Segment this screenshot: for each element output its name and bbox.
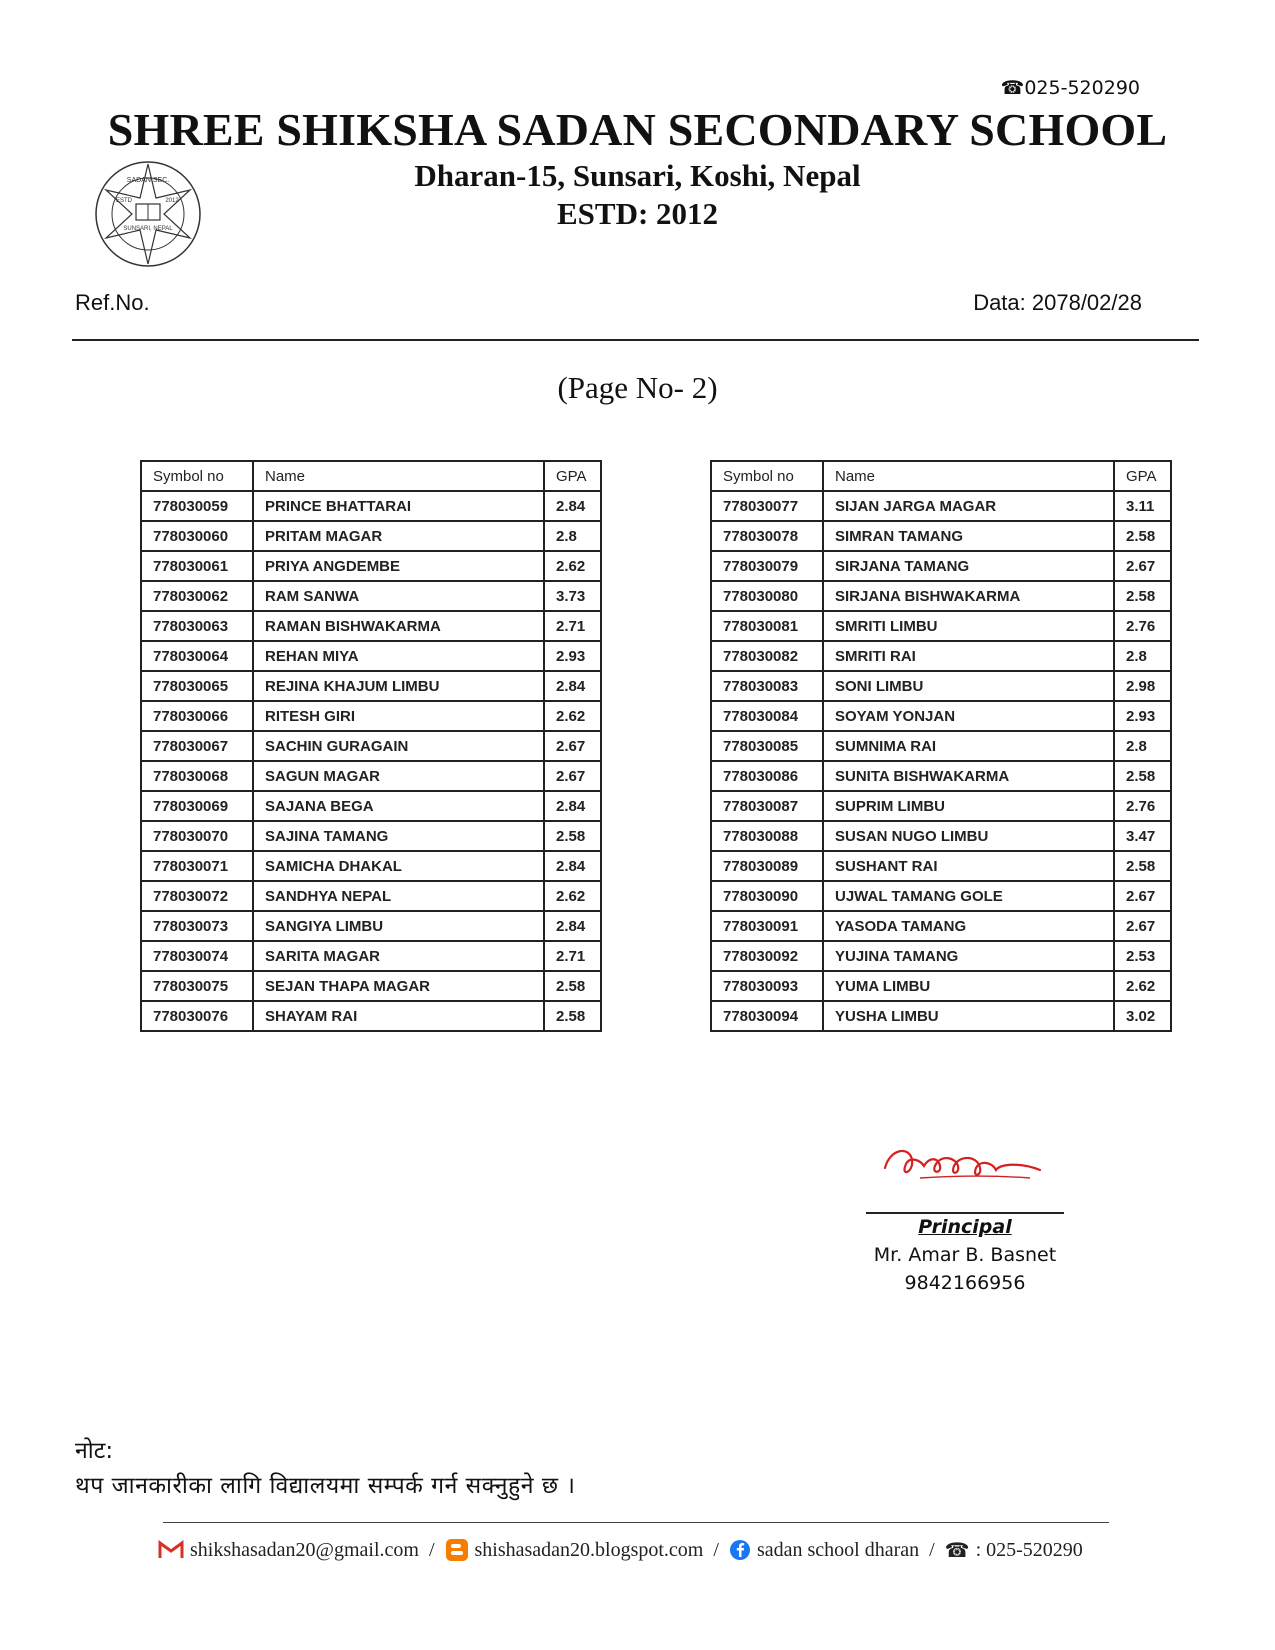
gpa-cell: 2.58 [544, 1001, 601, 1031]
student-name-cell: SUNITA BISHWAKARMA [823, 761, 1114, 791]
gpa-cell: 2.84 [544, 491, 601, 521]
student-name-cell: UJWAL TAMANG GOLE [823, 881, 1114, 911]
student-name-cell: SIRJANA TAMANG [823, 551, 1114, 581]
footer-divider [163, 1522, 1109, 1523]
table-row [141, 611, 601, 641]
gpa-cell: 2.84 [544, 851, 601, 881]
gpa-cell: 2.8 [1114, 641, 1171, 671]
symbol-no-cell: 778030087 [711, 791, 823, 821]
student-name-cell: SIJAN JARGA MAGAR [823, 491, 1114, 521]
table-row [711, 1001, 1171, 1031]
symbol-no-cell: 778030065 [141, 671, 253, 701]
gpa-cell: 2.58 [544, 971, 601, 1001]
table-row [141, 881, 601, 911]
symbol-no-cell: 778030060 [141, 521, 253, 551]
footer-separator: / [929, 1538, 935, 1561]
symbol-no-cell: 778030094 [711, 1001, 823, 1031]
symbol-no-cell: 778030088 [711, 821, 823, 851]
footer-facebook[interactable]: sadan school dharan [756, 1538, 920, 1561]
gpa-cell: 2.67 [1114, 881, 1171, 911]
gpa-cell: 2.98 [1114, 671, 1171, 701]
gpa-cell: 2.93 [544, 641, 601, 671]
table-row [711, 611, 1171, 641]
student-name-cell: SIRJANA BISHWAKARMA [823, 581, 1114, 611]
gpa-cell: 2.84 [544, 671, 601, 701]
student-name-cell: SUSAN NUGO LIMBU [823, 821, 1114, 851]
student-name-cell: SARITA MAGAR [253, 941, 544, 971]
school-address: Dharan-15, Sunsari, Koshi, Nepal [414, 158, 861, 193]
table-row [141, 791, 601, 821]
table-row [141, 821, 601, 851]
gpa-cell: 2.62 [544, 701, 601, 731]
table-row [141, 671, 601, 701]
symbol-no-cell: 778030066 [141, 701, 253, 731]
student-name-cell: PRIYA ANGDEMBE [253, 551, 544, 581]
symbol-no-cell: 778030092 [711, 941, 823, 971]
symbol-no-cell: 778030076 [141, 1001, 253, 1031]
table-row [711, 761, 1171, 791]
gpa-cell: 2.93 [1114, 701, 1171, 731]
student-name-cell: SUSHANT RAI [823, 851, 1114, 881]
student-name-cell: REHAN MIYA [253, 641, 544, 671]
symbol-no-cell: 778030080 [711, 581, 823, 611]
school-estd: ESTD: 2012 [556, 196, 719, 231]
gpa-cell: 2.84 [544, 791, 601, 821]
header-divider [72, 339, 1199, 341]
student-name-cell: PRITAM MAGAR [253, 521, 544, 551]
student-name-cell: SUPRIM LIMBU [823, 791, 1114, 821]
student-name-cell: RAM SANWA [253, 581, 544, 611]
footer-separator: / [713, 1538, 719, 1561]
school-name: SHREE SHIKSHA SADAN SECONDARY SCHOOL [107, 104, 1168, 155]
footer-separator: / [428, 1538, 435, 1561]
ref-number-label: Ref.No. [75, 290, 150, 315]
symbol-no-cell: 778030072 [141, 881, 253, 911]
gmail-icon [158, 1540, 184, 1560]
gpa-cell: 2.58 [1114, 761, 1171, 791]
principal-phone: 9842166956 [904, 1272, 1026, 1294]
header-name: Name [823, 461, 1114, 491]
table-row [141, 1001, 601, 1031]
student-name-cell: SAGUN MAGAR [253, 761, 544, 791]
table-row [711, 911, 1171, 941]
symbol-no-cell: 778030063 [141, 611, 253, 641]
student-name-cell: SHAYAM RAI [253, 1001, 544, 1031]
gpa-cell: 3.11 [1114, 491, 1171, 521]
results-table-left [140, 460, 602, 1032]
gpa-cell: 2.71 [544, 941, 601, 971]
symbol-no-cell: 778030070 [141, 821, 253, 851]
symbol-no-cell: 778030061 [141, 551, 253, 581]
student-name-cell: SEJAN THAPA MAGAR [253, 971, 544, 1001]
student-name-cell: SONI LIMBU [823, 671, 1114, 701]
symbol-no-cell: 778030077 [711, 491, 823, 521]
student-name-cell: SANGIYA LIMBU [253, 911, 544, 941]
symbol-no-cell: 778030085 [711, 731, 823, 761]
symbol-no-cell: 778030073 [141, 911, 253, 941]
gpa-cell: 3.02 [1114, 1001, 1171, 1031]
symbol-no-cell: 778030086 [711, 761, 823, 791]
student-name-cell: SMRITI RAI [823, 641, 1114, 671]
header-phone: ☎025-520290 [1000, 77, 1140, 99]
blogger-icon [445, 1538, 469, 1562]
logo-place: SUNSARI, NEPAL [123, 226, 173, 232]
footer-phone: : 025-520290 [975, 1538, 1083, 1561]
gpa-cell: 2.67 [544, 761, 601, 791]
gpa-cell: 2.76 [1114, 791, 1171, 821]
table-row [711, 491, 1171, 521]
table-row [711, 851, 1171, 881]
student-name-cell: SAJANA BEGA [253, 791, 544, 821]
table-row [141, 581, 601, 611]
table-row [141, 551, 601, 581]
gpa-cell: 3.47 [1114, 821, 1171, 851]
gpa-cell: 2.58 [1114, 851, 1171, 881]
header-name: Name [253, 461, 544, 491]
student-name-cell: YUSHA LIMBU [823, 1001, 1114, 1031]
student-name-cell: RITESH GIRI [253, 701, 544, 731]
page-number: (Page No- 2) [557, 370, 718, 405]
student-name-cell: YASODA TAMANG [823, 911, 1114, 941]
footer-email[interactable]: shikshasadan20@gmail.com [190, 1538, 419, 1561]
gpa-cell: 2.67 [1114, 911, 1171, 941]
gpa-cell: 2.62 [544, 881, 601, 911]
note-text: थप जानकारीका लागि विद्यालयमा सम्पर्क गर्न सक्नुहुने छ । [75, 1473, 576, 1499]
gpa-cell: 2.71 [544, 611, 601, 641]
header-symbol-no: Symbol no [141, 461, 253, 491]
logo-estd-label: ESTD [115, 198, 133, 204]
logo-top-text: SADAN SEC. [126, 177, 170, 184]
symbol-no-cell: 778030059 [141, 491, 253, 521]
table-row [141, 491, 601, 521]
footer-contacts [158, 1535, 1118, 1565]
document-date: Data: 2078/02/28 [973, 290, 1142, 315]
gpa-cell: 2.62 [544, 551, 601, 581]
table-row [141, 851, 601, 881]
student-name-cell: SIMRAN TAMANG [823, 521, 1114, 551]
table-row [711, 521, 1171, 551]
symbol-no-cell: 778030064 [141, 641, 253, 671]
gpa-cell: 2.84 [544, 911, 601, 941]
table-row [711, 701, 1171, 731]
table-row [711, 641, 1171, 671]
gpa-cell: 2.67 [544, 731, 601, 761]
symbol-no-cell: 778030084 [711, 701, 823, 731]
gpa-cell: 2.76 [1114, 611, 1171, 641]
symbol-no-cell: 778030068 [141, 761, 253, 791]
symbol-no-cell: 778030091 [711, 911, 823, 941]
student-name-cell: SMRITI LIMBU [823, 611, 1114, 641]
table-row [711, 791, 1171, 821]
note-label: नोट: [75, 1438, 114, 1464]
student-name-cell: SACHIN GURAGAIN [253, 731, 544, 761]
gpa-cell: 2.58 [1114, 581, 1171, 611]
symbol-no-cell: 778030081 [711, 611, 823, 641]
header-gpa: GPA [544, 461, 601, 491]
symbol-no-cell: 778030069 [141, 791, 253, 821]
student-name-cell: REJINA KHAJUM LIMBU [253, 671, 544, 701]
gpa-cell: 2.67 [1114, 551, 1171, 581]
symbol-no-cell: 778030090 [711, 881, 823, 911]
table-row [141, 971, 601, 1001]
table-row [711, 551, 1171, 581]
symbol-no-cell: 778030078 [711, 521, 823, 551]
symbol-no-cell: 778030071 [141, 851, 253, 881]
student-name-cell: SANDHYA NEPAL [253, 881, 544, 911]
signature-line [866, 1212, 1064, 1214]
gpa-cell: 2.58 [1114, 521, 1171, 551]
gpa-cell: 2.53 [1114, 941, 1171, 971]
header-gpa: GPA [1114, 461, 1171, 491]
gpa-cell: 2.8 [1114, 731, 1171, 761]
symbol-no-cell: 778030089 [711, 851, 823, 881]
table-row [141, 701, 601, 731]
gpa-cell: 2.8 [544, 521, 601, 551]
symbol-no-cell: 778030083 [711, 671, 823, 701]
symbol-no-cell: 778030075 [141, 971, 253, 1001]
table-row [141, 641, 601, 671]
table-row [711, 971, 1171, 1001]
student-name-cell: SUMNIMA RAI [823, 731, 1114, 761]
table-row [141, 731, 601, 761]
table-row [141, 941, 601, 971]
table-row [711, 941, 1171, 971]
symbol-no-cell: 778030067 [141, 731, 253, 761]
gpa-cell: 2.62 [1114, 971, 1171, 1001]
table-header-row [711, 461, 1171, 491]
table-header-row [141, 461, 601, 491]
telephone-icon: ☎ [1000, 77, 1025, 99]
principal-name: Mr. Amar B. Basnet [873, 1244, 1057, 1266]
telephone-icon: ☎ [944, 1539, 970, 1562]
principal-title: Principal [918, 1216, 1012, 1238]
symbol-no-cell: 778030079 [711, 551, 823, 581]
table-row [141, 911, 601, 941]
student-name-cell: PRINCE BHATTARAI [253, 491, 544, 521]
student-name-cell: YUMA LIMBU [823, 971, 1114, 1001]
gpa-cell: 2.58 [544, 821, 601, 851]
table-row [711, 881, 1171, 911]
results-table-right [710, 460, 1172, 1032]
footer-blog[interactable]: shishasadan20.blogspot.com [474, 1538, 704, 1561]
symbol-no-cell: 778030074 [141, 941, 253, 971]
table-row [141, 761, 601, 791]
student-name-cell: YUJINA TAMANG [823, 941, 1114, 971]
table-row [711, 581, 1171, 611]
table-row [711, 731, 1171, 761]
symbol-no-cell: 778030093 [711, 971, 823, 1001]
student-name-cell: SAMICHA DHAKAL [253, 851, 544, 881]
logo-year: 2012 [165, 198, 179, 204]
table-row [711, 671, 1171, 701]
symbol-no-cell: 778030062 [141, 581, 253, 611]
student-name-cell: RAMAN BISHWAKARMA [253, 611, 544, 641]
header-symbol-no: Symbol no [711, 461, 823, 491]
table-row [141, 521, 601, 551]
symbol-no-cell: 778030082 [711, 641, 823, 671]
student-name-cell: SOYAM YONJAN [823, 701, 1114, 731]
facebook-icon [729, 1539, 751, 1561]
gpa-cell: 3.73 [544, 581, 601, 611]
table-row [711, 821, 1171, 851]
student-name-cell: SAJINA TAMANG [253, 821, 544, 851]
principal-signature [880, 1138, 1050, 1188]
